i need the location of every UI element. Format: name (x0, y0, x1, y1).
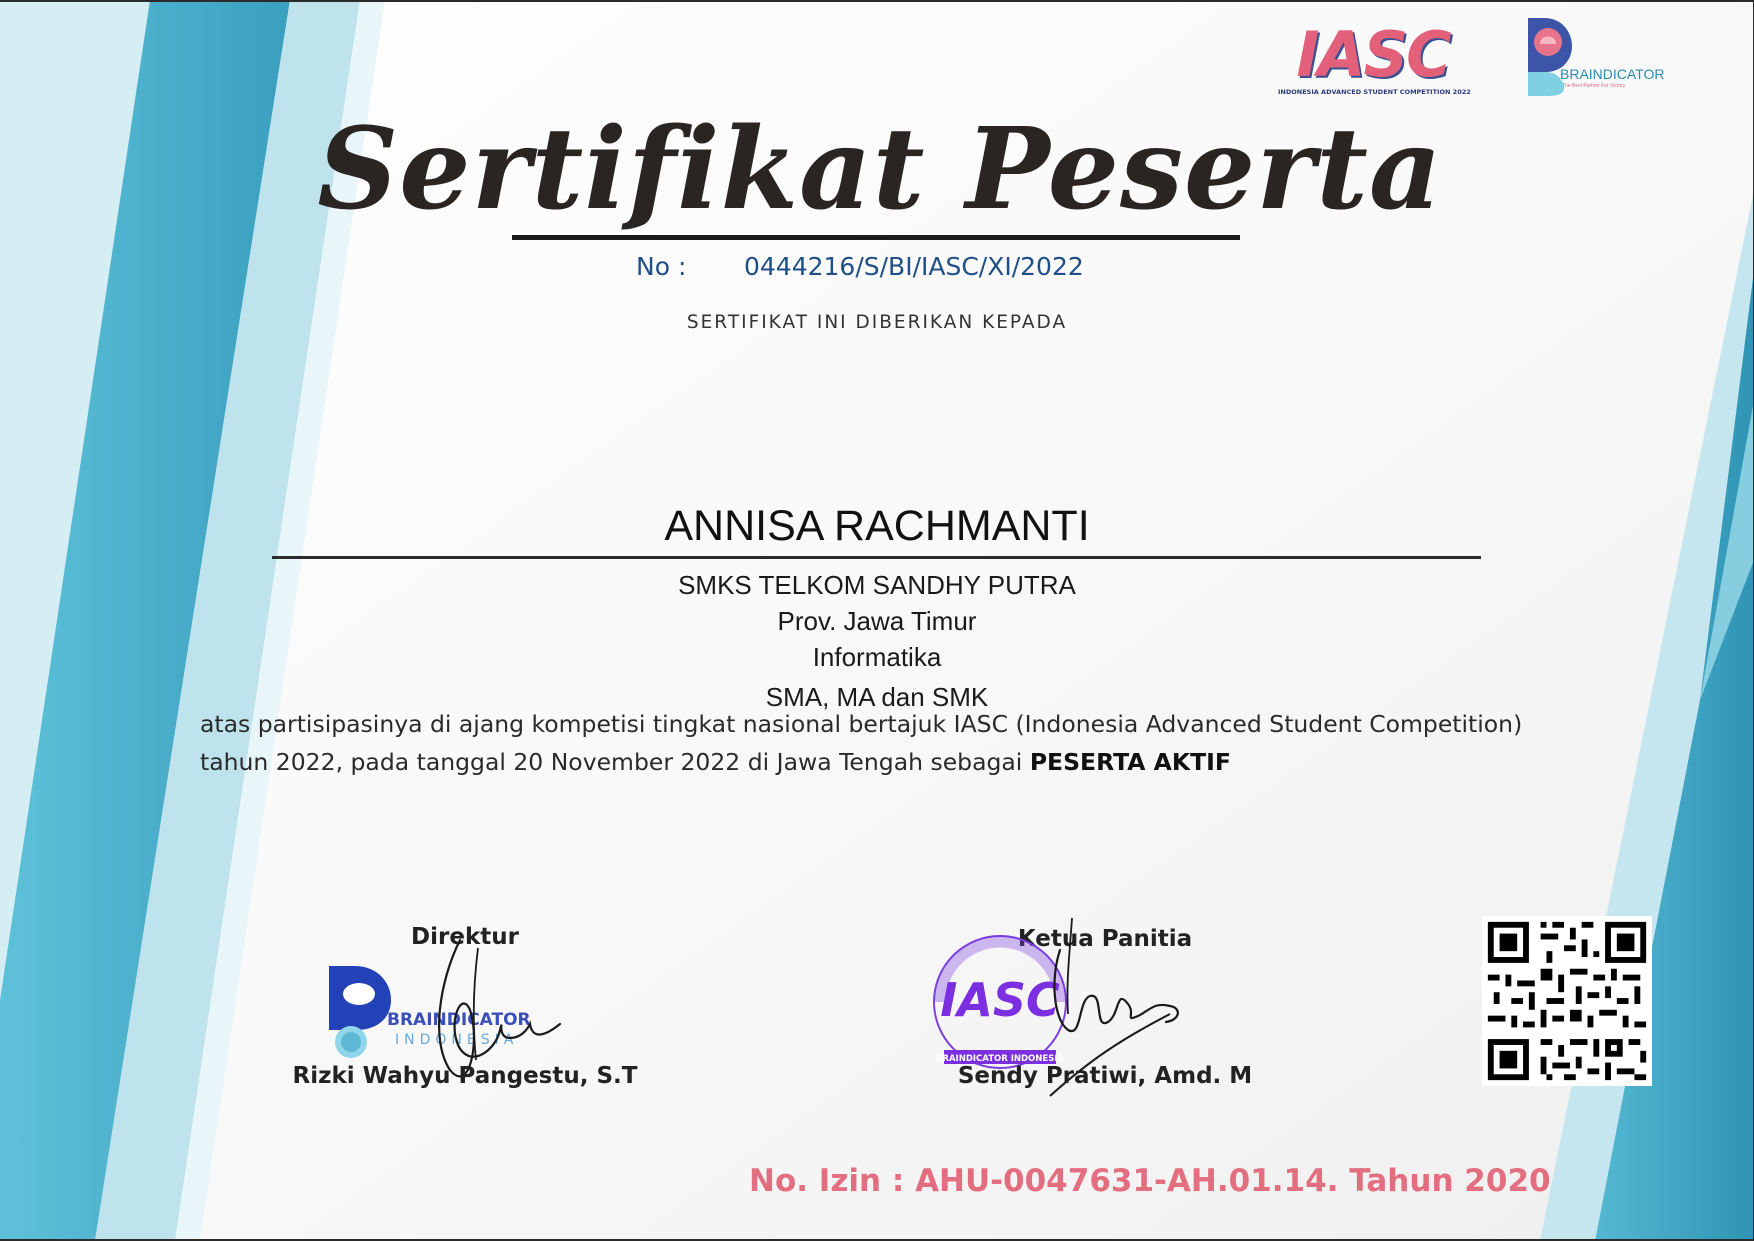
name-underline (272, 556, 1481, 559)
recipient-school: SMKS TELKOM SANDHY PUTRA (678, 570, 1076, 600)
participant-status: PESERTA AKTIF (1029, 748, 1231, 776)
certificate-number-label: No : (636, 252, 687, 281)
braindicator-logo (1522, 14, 1672, 98)
iasc-logo (1278, 18, 1471, 102)
recipient-province: Prov. Jawa Timur (777, 606, 977, 636)
description-line-1: atas partisipasinya di ajang kompetisi tingkat nasional bertajuk IASC (Indonesia Advanced Student Competition) (200, 710, 1523, 738)
braindicator-logo-tagline: The Best Partner For Victory (1562, 83, 1626, 89)
qr-code (1482, 916, 1652, 1086)
braindicator-logo-text: BRAINDICATOR (1560, 66, 1665, 82)
committee-chair-name: Sendy Pratiwi, Amd. M (957, 1063, 1253, 1089)
certificate-number (636, 252, 1084, 286)
permit-number: No. Izin : AHU-0047631-AH.01.14. Tahun 2020 (749, 1163, 1551, 1199)
director-name: Rizki Wahyu Pangestu, S.T (292, 1063, 638, 1089)
recipient-level: SMA, MA dan SMK (765, 682, 989, 712)
given-to-heading: SERTIFIKAT INI DIBERIKAN KEPADA (686, 312, 1068, 333)
iasc-logo-subtitle: INDONESIA ADVANCED STUDENT COMPETITION 2022 (1278, 88, 1471, 96)
certificate-title: Sertifikat Peserta (317, 104, 1443, 235)
braindicator-stamp-sub: INDONESIA (395, 1032, 519, 1048)
braindicator-stamp-text: BRAINDICATOR (387, 1010, 531, 1030)
description-line-2-text: tahun 2022, pada tanggal 20 November 2022 di Jawa Tengah sebagai (200, 748, 1030, 776)
iasc-stamp-center: IASC (940, 973, 1060, 1027)
recipient-name: ANNISA RACHMANTI (664, 502, 1090, 550)
recipient-subject: Informatika (812, 642, 942, 672)
description-line-2 (200, 748, 1600, 776)
iasc-logo-text: IASC (1296, 18, 1450, 91)
title-underline (512, 235, 1240, 240)
director-title: Direktur (411, 924, 519, 950)
committee-chair-title: Ketua Panitia (1017, 926, 1193, 952)
certificate-number-value: 0444216/S/BI/IASC/XI/2022 (744, 252, 1084, 281)
iasc-stamp-band: BRAINDICATOR INDONESIA (935, 1054, 1065, 1064)
